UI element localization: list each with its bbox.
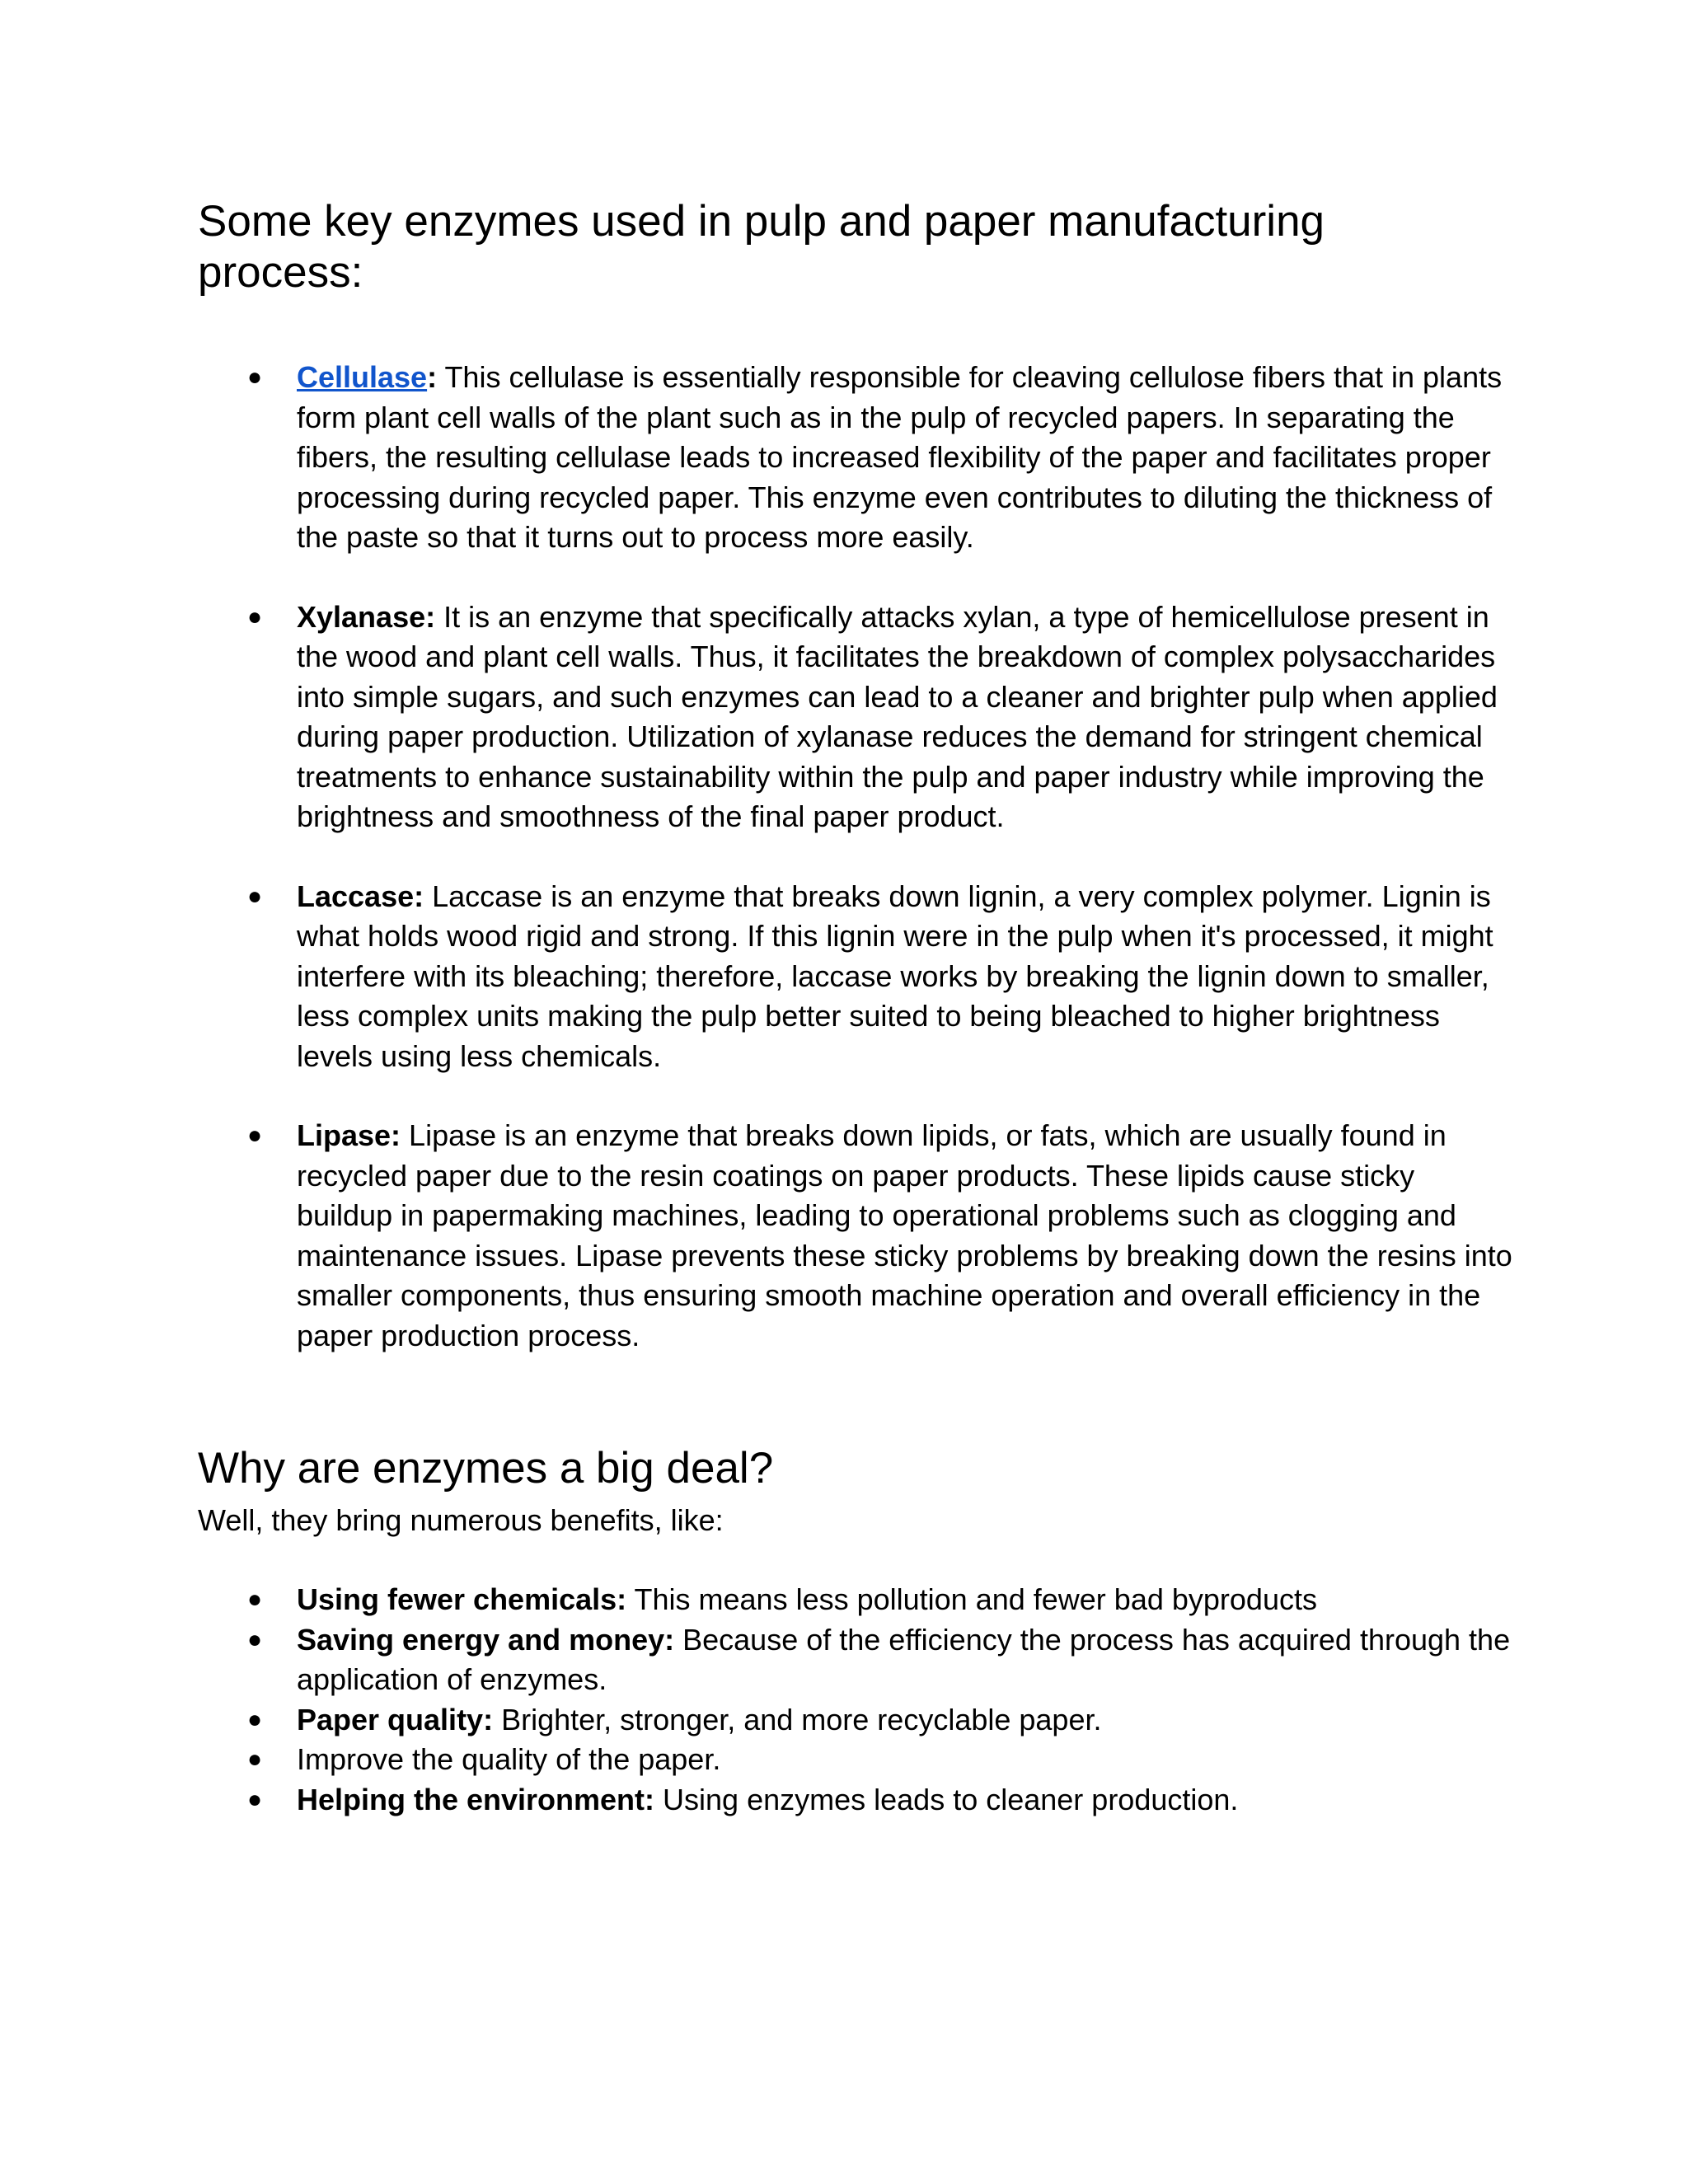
list-item-improve-quality [198,1740,1517,1780]
item-description: This means less pollution and fewer bad byproducts [626,1582,1317,1616]
list-item-laccase [198,877,1517,1077]
item-term: Xylanase: [297,599,436,634]
item-description: Lipase is an enzyme that breaks down lipids, or fats, which are usually found in recycled paper due to the resin coatings on paper products. These lipids cause sticky buildup in papermaking machines, leading to operational problems such as clogging and maintenance issues. Lipase prevents these sticky problems by breaking down the resins into smaller components, thus ensuring smooth machine operation and overall efficiency in the paper production process. [297,1118,1512,1352]
item-term: Paper quality: [297,1702,494,1736]
section-title-enzymes: Some key enzymes used in pulp and paper manufacturing process: [198,197,1325,297]
item-description: Brighter, stronger, and more recyclable paper. [493,1702,1102,1736]
list-item-lipase [198,1116,1517,1356]
item-term: Laccase: [297,879,424,913]
item-term: Helping the environment: [297,1782,655,1816]
list-item-saving-energy [198,1620,1517,1700]
item-description: Using enzymes leads to cleaner production. [654,1782,1239,1816]
section-title-benefits: Why are enzymes a big deal? [198,1444,774,1493]
bullet-icon: ● [247,1705,263,1733]
bullet-icon: ● [247,1586,263,1613]
benefits-section [198,1443,1511,1820]
item-description: Improve the quality of the paper. [297,1742,721,1776]
bullet-icon: ● [247,363,263,391]
list-item-paper-quality [198,1700,1517,1741]
enzyme-list [198,358,1512,1356]
item-term: Lipase: [297,1118,401,1152]
bullet-icon: ● [247,1785,263,1813]
item-term: Using fewer chemicals: [297,1582,627,1616]
item-description: This cellulase is essentially responsible for cleaving cellulose fibers that in plants form plant cell walls of the plant such as in the pulp of recycled papers. In separating the fibers, the resulting cellulase leads to increased flexibility of the paper and facilitates proper processing during recycled paper. This enzyme even contributes to diluting the thickness of the paste so that it turns out to process more easily. [297,360,1503,554]
bullet-icon: ● [247,1122,263,1149]
benefit-list [198,1580,1511,1820]
item-description: Because of the efficiency the process has acquired through the application of enzymes. [297,1622,1511,1696]
cellulase-link[interactable]: Cellulase [297,360,428,394]
document-page [198,196,1512,1820]
list-item-cellulase [198,358,1517,558]
bullet-icon: ● [247,602,263,630]
bullet-icon: ● [247,1625,263,1653]
item-description: Laccase is an enzyme that breaks down lignin, a very complex polymer. Lignin is what holds wood rigid and strong. If this lignin were in the pulp when it's processed, it might interfere with its bleaching; therefore, laccase works by breaking the lignin down to smaller, less complex units making the pulp better suited to being bleached to higher brightness levels using less chemicals. [297,879,1493,1073]
bullet-icon: ● [247,1746,263,1773]
item-description: It is an enzyme that specifically attacks xylan, a type of hemicellulose present in the wood and plant cell walls. Thus, it facilitates the breakdown of complex polysaccharides into simple sugars, and such enzymes can lead to a cleaner and brighter pulp when applied during paper production. Utilization of xylanase reduces the demand for stringent chemical treatments to enhance sustainability within the pulp and paper industry while improving the brightness and smoothness of the final paper product. [297,599,1498,833]
item-term: Saving energy and money: [297,1622,675,1657]
bullet-icon: ● [247,882,263,910]
benefits-intro: Well, they bring numerous benefits, like: [198,1503,724,1537]
list-item-xylanase [198,598,1517,837]
list-item-fewer-chemicals [198,1580,1517,1620]
term-separator: : [427,360,438,394]
list-item-environment [198,1780,1517,1821]
